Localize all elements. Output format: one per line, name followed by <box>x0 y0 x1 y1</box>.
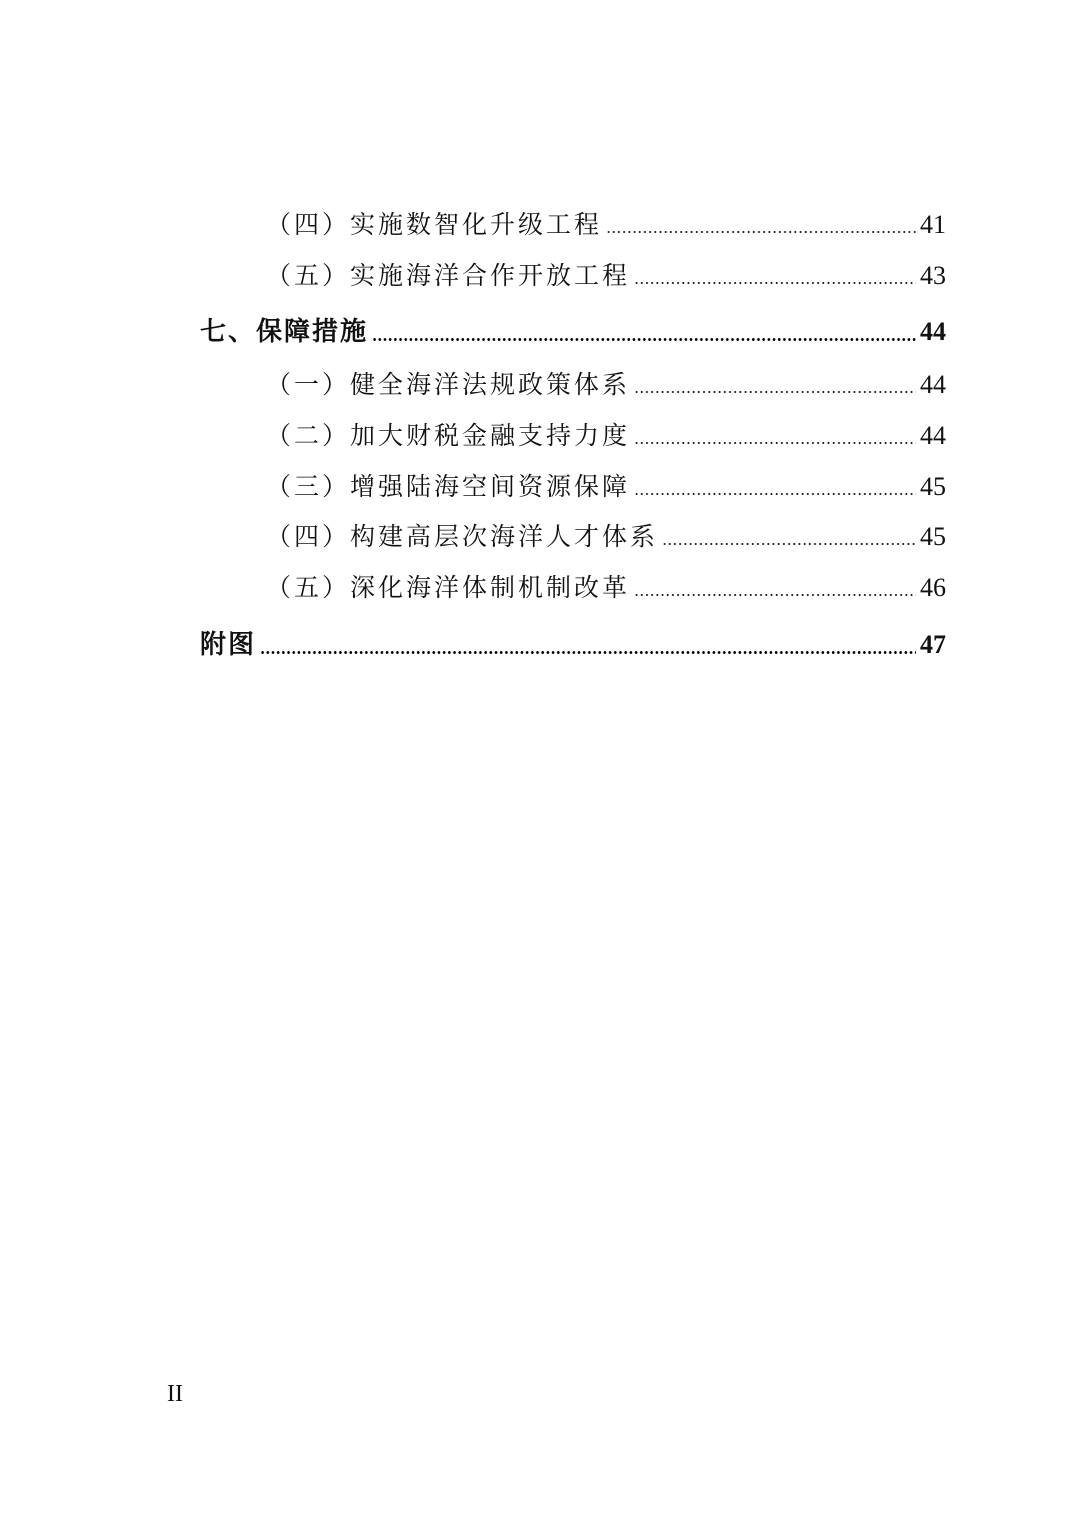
toc-entry-label: （三）增强陆海空间资源保障 <box>266 472 631 501</box>
toc-entry-page: 43 <box>920 261 946 290</box>
toc-entry[interactable] <box>266 512 946 552</box>
toc-entry-page: 45 <box>920 522 946 551</box>
toc-chapter-entry[interactable] <box>200 307 946 347</box>
toc-entry-page: 45 <box>920 472 946 501</box>
page-number: II <box>167 1381 183 1407</box>
toc-entry[interactable] <box>266 251 946 291</box>
toc-entry-label: （四）构建高层次海洋人才体系 <box>266 522 659 551</box>
dot-leader <box>372 338 916 341</box>
toc-entry[interactable] <box>266 360 946 400</box>
toc-entry-label: （二）加大财税金融支持力度 <box>266 421 631 450</box>
toc-entry-label: （一）健全海洋法规政策体系 <box>266 370 631 399</box>
dot-leader <box>260 651 916 654</box>
toc-entry-page: 46 <box>920 573 946 602</box>
dot-leader <box>634 391 916 393</box>
toc-appendix-label: 附图 <box>200 630 257 660</box>
dot-leader <box>634 594 916 596</box>
toc-entry-page: 44 <box>920 370 946 399</box>
toc-chapter-page: 44 <box>920 317 946 346</box>
toc-entry[interactable] <box>266 200 946 240</box>
table-of-contents <box>0 0 1080 700</box>
dot-leader <box>634 282 916 284</box>
toc-entry-label: （五）深化海洋体制机制改革 <box>266 573 631 602</box>
toc-appendix-page: 47 <box>920 630 946 659</box>
dot-leader <box>606 231 916 233</box>
dot-leader <box>662 543 916 545</box>
toc-entry[interactable] <box>266 563 946 603</box>
dot-leader <box>634 493 916 495</box>
toc-entry-label: （五）实施海洋合作开放工程 <box>266 261 631 290</box>
toc-entry-label: （四）实施数智化升级工程 <box>266 210 603 239</box>
toc-appendix-entry[interactable] <box>200 620 946 660</box>
dot-leader <box>634 442 916 444</box>
toc-entry[interactable] <box>266 462 946 502</box>
toc-chapter-label: 七、保障措施 <box>200 317 369 347</box>
toc-entry[interactable] <box>266 411 946 451</box>
toc-entry-page: 41 <box>920 210 946 239</box>
toc-entry-page: 44 <box>920 421 946 450</box>
